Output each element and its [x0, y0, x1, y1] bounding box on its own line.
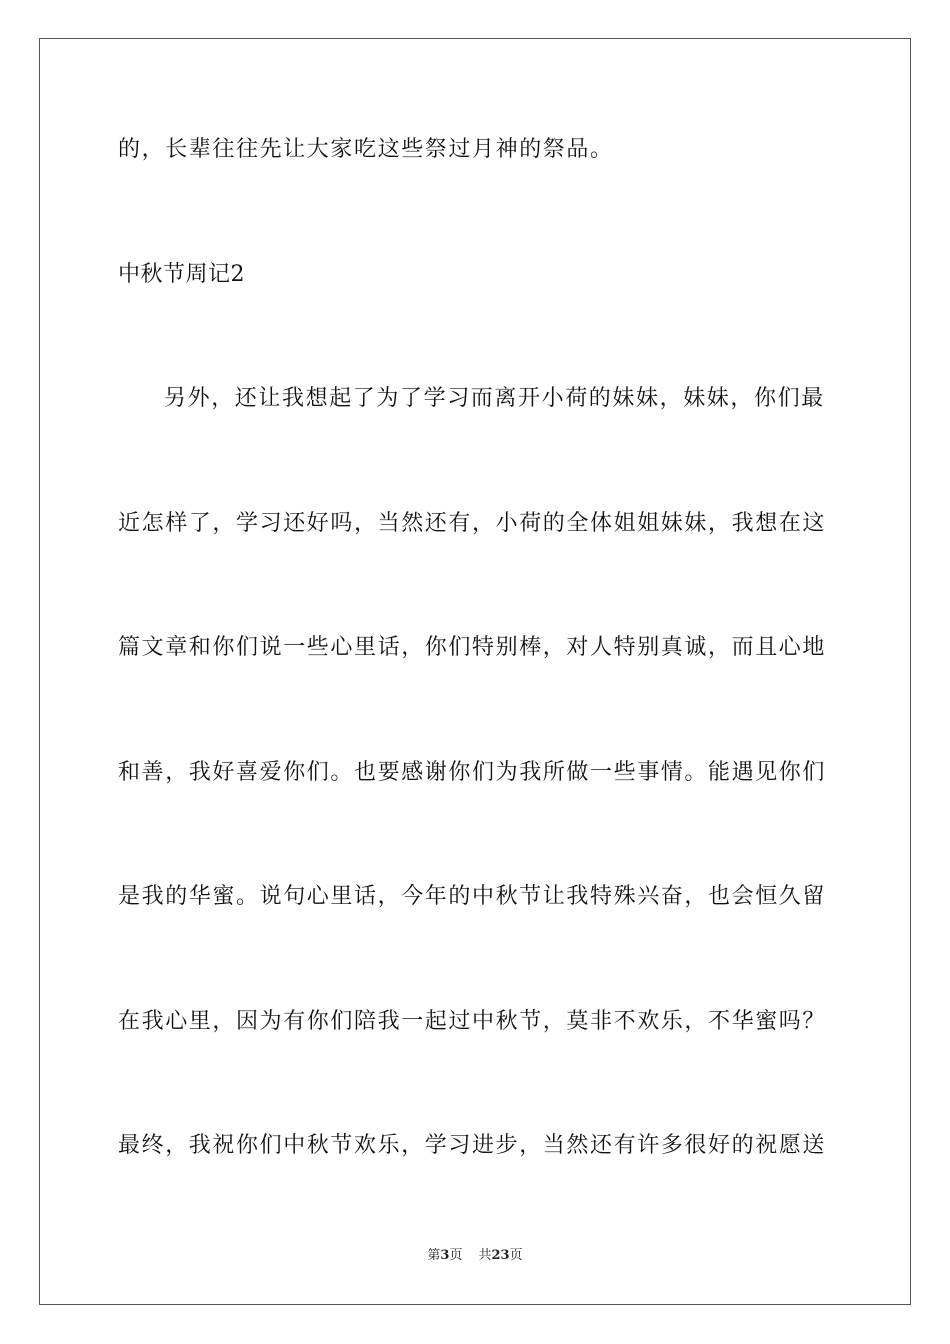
paragraph-line-5: 和善，我好喜爱你们。也要感谢你们为我所做一些事情。能遇见你们 — [118, 760, 827, 785]
section-heading: 中秋节周记2 — [118, 262, 245, 287]
page-label-prefix: 第 — [427, 1248, 441, 1263]
total-label-suffix: 页 — [509, 1248, 523, 1263]
paragraph-line-6: 是我的华蜜。说句心里话，今年的中秋节让我特殊兴奋，也会恒久留 — [118, 884, 827, 909]
total-pages: 23 — [491, 1248, 510, 1263]
paragraph-line-4: 篇文章和你们说一些心里话，你们特别棒，对人特别真诚，而且心地 — [118, 635, 827, 660]
paragraph-line-1: 的，长辈往往先让大家吃这些祭过月神的祭品。 — [118, 137, 614, 162]
paragraph-line-8: 最终，我祝你们中秋节欢乐，学习进步，当然还有许多很好的祝愿送 — [118, 1133, 827, 1158]
paragraph-line-3: 近怎样了，学习还好吗，当然还有，小荷的全体姐姐妹妹，我想在这 — [118, 511, 827, 536]
paragraph-line-7: 在我心里，因为有你们陪我一起过中秋节，莫非不欢乐，不华蜜吗？ — [118, 1009, 827, 1034]
page-footer — [0, 1247, 950, 1265]
page-label-suffix: 页 — [449, 1248, 463, 1263]
total-label-prefix: 共 — [478, 1248, 492, 1263]
paragraph-line-2: 另外，还让我想起了为了学习而离开小荷的妹妹，妹妹，你们最 — [164, 386, 825, 411]
page-border — [39, 38, 911, 1305]
page-number: 3 — [440, 1248, 450, 1263]
